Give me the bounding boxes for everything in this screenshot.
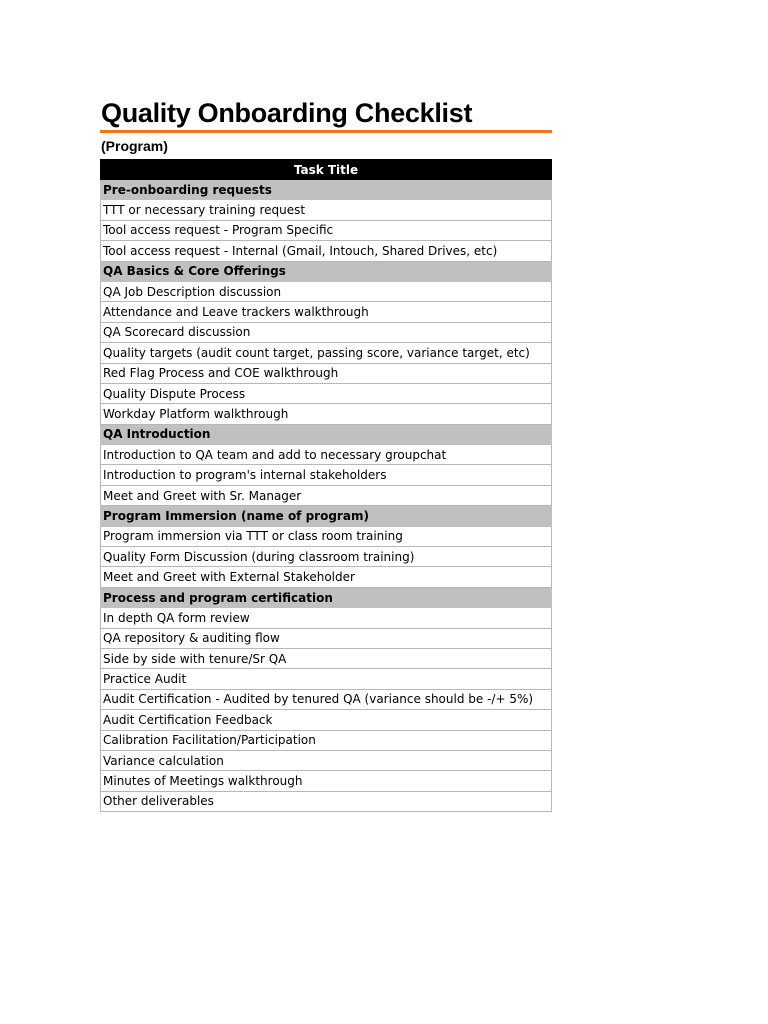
task-cell[interactable]: Practice Audit xyxy=(101,669,552,689)
task-cell[interactable]: QA repository & auditing flow xyxy=(101,628,552,648)
task-cell[interactable]: In depth QA form review xyxy=(101,608,552,628)
table-row xyxy=(101,220,552,240)
section-title-cell[interactable]: Process and program certification xyxy=(101,587,552,607)
table-row xyxy=(101,689,552,709)
task-cell[interactable]: Variance calculation xyxy=(101,750,552,770)
table-row xyxy=(101,322,552,342)
section-header-row xyxy=(101,424,552,444)
section-header-row xyxy=(101,180,552,200)
section-title-cell[interactable]: QA Introduction xyxy=(101,424,552,444)
table-row xyxy=(101,302,552,322)
table-row xyxy=(101,567,552,587)
program-label: (Program) xyxy=(101,138,168,154)
task-cell[interactable]: Meet and Greet with External Stakeholder xyxy=(101,567,552,587)
table-row xyxy=(101,547,552,567)
table-row xyxy=(101,241,552,261)
task-cell[interactable]: QA Job Description discussion xyxy=(101,281,552,301)
task-table-body xyxy=(101,180,552,812)
task-cell[interactable]: Audit Certification - Audited by tenured QA (variance should be -/+ 5%) xyxy=(101,689,552,709)
table-row xyxy=(101,669,552,689)
table-row xyxy=(101,710,552,730)
task-cell[interactable]: Quality Form Discussion (during classroom training) xyxy=(101,547,552,567)
task-cell[interactable]: Quality targets (audit count target, passing score, variance target, etc) xyxy=(101,343,552,363)
checklist-sheet xyxy=(100,96,552,812)
table-row xyxy=(101,628,552,648)
task-cell[interactable]: Quality Dispute Process xyxy=(101,383,552,403)
table-row xyxy=(101,445,552,465)
task-cell[interactable]: QA Scorecard discussion xyxy=(101,322,552,342)
section-header-row xyxy=(101,261,552,281)
table-row xyxy=(101,363,552,383)
section-header-row xyxy=(101,506,552,526)
table-row xyxy=(101,730,552,750)
table-row xyxy=(101,485,552,505)
table-row xyxy=(101,526,552,546)
table-row xyxy=(101,383,552,403)
task-cell[interactable]: Meet and Greet with Sr. Manager xyxy=(101,485,552,505)
table-row xyxy=(101,648,552,668)
task-cell[interactable]: Introduction to program's internal stakeholders xyxy=(101,465,552,485)
table-row xyxy=(101,608,552,628)
task-cell[interactable]: TTT or necessary training request xyxy=(101,200,552,220)
section-title-cell[interactable]: QA Basics & Core Offerings xyxy=(101,261,552,281)
task-cell[interactable]: Introduction to QA team and add to necessary groupchat xyxy=(101,445,552,465)
table-row xyxy=(101,343,552,363)
table-row xyxy=(101,200,552,220)
task-cell[interactable]: Minutes of Meetings walkthrough xyxy=(101,771,552,791)
section-title-cell[interactable]: Pre-onboarding requests xyxy=(101,180,552,200)
column-header-task-title[interactable]: Task Title xyxy=(101,160,552,180)
task-cell[interactable]: Program immersion via TTT or class room training xyxy=(101,526,552,546)
task-cell[interactable]: Red Flag Process and COE walkthrough xyxy=(101,363,552,383)
table-row xyxy=(101,465,552,485)
task-cell[interactable]: Attendance and Leave trackers walkthrough xyxy=(101,302,552,322)
table-row xyxy=(101,791,552,811)
table-row xyxy=(101,281,552,301)
section-header-row xyxy=(101,587,552,607)
table-row xyxy=(101,404,552,424)
task-cell[interactable]: Side by side with tenure/Sr QA xyxy=(101,648,552,668)
section-title-cell[interactable]: Program Immersion (name of program) xyxy=(101,506,552,526)
task-table xyxy=(100,159,552,812)
task-cell[interactable]: Tool access request - Internal (Gmail, Intouch, Shared Drives, etc) xyxy=(101,241,552,261)
table-row xyxy=(101,750,552,770)
task-cell[interactable]: Audit Certification Feedback xyxy=(101,710,552,730)
task-cell[interactable]: Tool access request - Program Specific xyxy=(101,220,552,240)
page-title: Quality Onboarding Checklist xyxy=(101,98,473,128)
task-cell[interactable]: Workday Platform walkthrough xyxy=(101,404,552,424)
table-row xyxy=(101,771,552,791)
task-cell[interactable]: Calibration Facilitation/Participation xyxy=(101,730,552,750)
table-header-row xyxy=(101,160,552,180)
task-cell[interactable]: Other deliverables xyxy=(101,791,552,811)
